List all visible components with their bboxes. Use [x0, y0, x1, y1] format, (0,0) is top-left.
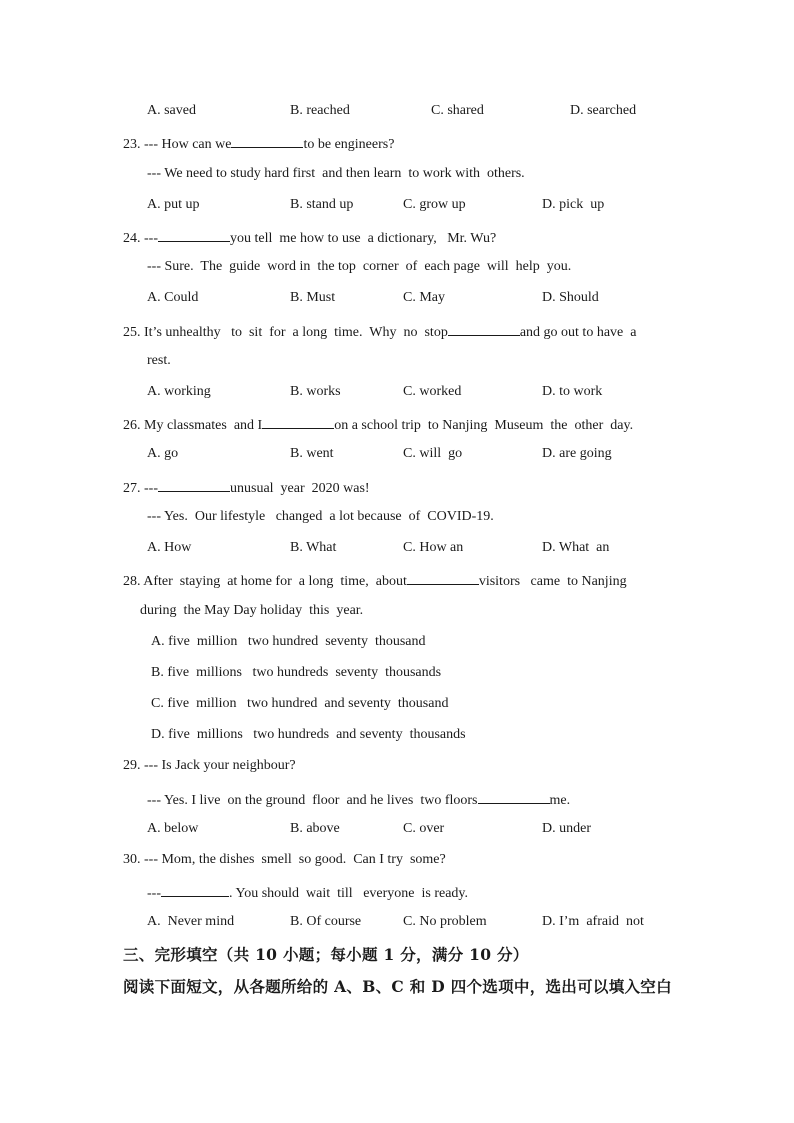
answer-blank — [158, 477, 230, 492]
q27-option-a: A. How — [147, 540, 192, 555]
q25-option-d: D. to work — [542, 384, 603, 399]
q23-dialogue: --- We need to study hard first and then learn to work with others. — [147, 166, 525, 181]
answer-blank — [231, 133, 303, 148]
section-heading: 三、完形填空（共 10 小题；每小题 1 分，满分 10 分） — [123, 945, 529, 964]
q26-stem: 26. My classmates and I on a school trip to Nanjing Museum the other day. — [123, 414, 633, 435]
q25-option-a: A. working — [147, 384, 211, 399]
q28-option-a: A. five million two hundred seventy thousand — [151, 634, 426, 649]
q28-option-b: B. five millions two hundreds seventy thousands — [151, 665, 442, 680]
q27-dialogue: --- Yes. Our lifestyle changed a lot because of COVID-19. — [147, 509, 494, 524]
q24-stem: 24. --- you tell me how to use a dictionary, Mr. Wu? — [123, 227, 496, 248]
q25-option-c: C. worked — [403, 384, 462, 399]
q27-stem: 27. --- unusual year 2020 was! — [123, 477, 370, 498]
q30-dialogue: --- . You should wait till everyone is ready. — [147, 882, 468, 903]
q27-option-d: D. What an — [542, 540, 610, 555]
q26-option-b: B. went — [290, 446, 334, 461]
q24-option-c: C. May — [403, 290, 445, 305]
q30-option-d: D. I’m afraid not — [542, 914, 644, 929]
answer-blank — [448, 321, 520, 336]
q30-option-b: B. Of course — [290, 914, 362, 929]
q28-option-c: C. five million two hundred and seventy thousand — [151, 696, 449, 711]
q27-option-b: B. What — [290, 540, 337, 555]
q24-option-b: B. Must — [290, 290, 336, 305]
answer-blank — [478, 789, 550, 804]
q29-option-c: C. over — [403, 821, 445, 836]
q26-option-a: A. go — [147, 446, 179, 461]
q24-option-d: D. Should — [542, 290, 599, 305]
q30-stem: 30. --- Mom, the dishes smell so good. Can I try some? — [123, 852, 446, 867]
q26-option-d: D. are going — [542, 446, 612, 461]
q25-stem-continued: rest. — [147, 353, 171, 368]
q22-option-c: C. shared — [431, 103, 484, 118]
q23-option-d: D. pick up — [542, 197, 605, 212]
answer-blank — [407, 570, 479, 585]
q29-dialogue: --- Yes. I live on the ground floor and he lives two floors me. — [147, 789, 570, 810]
q22-option-b: B. reached — [290, 103, 350, 118]
q30-option-a: A. Never mind — [147, 914, 235, 929]
answer-blank — [161, 882, 229, 897]
q22-option-d: D. searched — [570, 103, 637, 118]
answer-blank — [158, 227, 230, 242]
q23-option-a: A. put up — [147, 197, 200, 212]
q24-dialogue: --- Sure. The guide word in the top corner of each page will help you. — [147, 259, 572, 274]
q29-option-b: B. above — [290, 821, 340, 836]
q25-stem: 25. It’s unhealthy to sit for a long time. Why no stop and go out to have a — [123, 321, 636, 342]
q26-option-c: C. will go — [403, 446, 463, 461]
q28-option-d: D. five millions two hundreds and seventy thousands — [151, 727, 466, 742]
q28-stem: 28. After staying at home for a long time, about visitors came to Nanjing — [123, 570, 627, 591]
q29-stem: 29. --- Is Jack your neighbour? — [123, 758, 296, 773]
q22-option-a: A. saved — [147, 103, 196, 118]
q23-option-c: C. grow up — [403, 197, 466, 212]
q29-option-a: A. below — [147, 821, 199, 836]
answer-blank — [262, 414, 334, 429]
q23-option-b: B. stand up — [290, 197, 354, 212]
q30-option-c: C. No problem — [403, 914, 487, 929]
q24-option-a: A. Could — [147, 290, 199, 305]
q28-stem-continued: during the May Day holiday this year. — [140, 603, 364, 618]
section-instruction: 阅读下面短文，从各题所给的 A、B、C 和 D 四个选项中，选出可以填入空白 — [123, 977, 672, 996]
q25-option-b: B. works — [290, 384, 341, 399]
q27-option-c: C. How an — [403, 540, 464, 555]
q29-option-d: D. under — [542, 821, 591, 836]
q23-stem: 23. --- How can we to be engineers? — [123, 133, 394, 154]
